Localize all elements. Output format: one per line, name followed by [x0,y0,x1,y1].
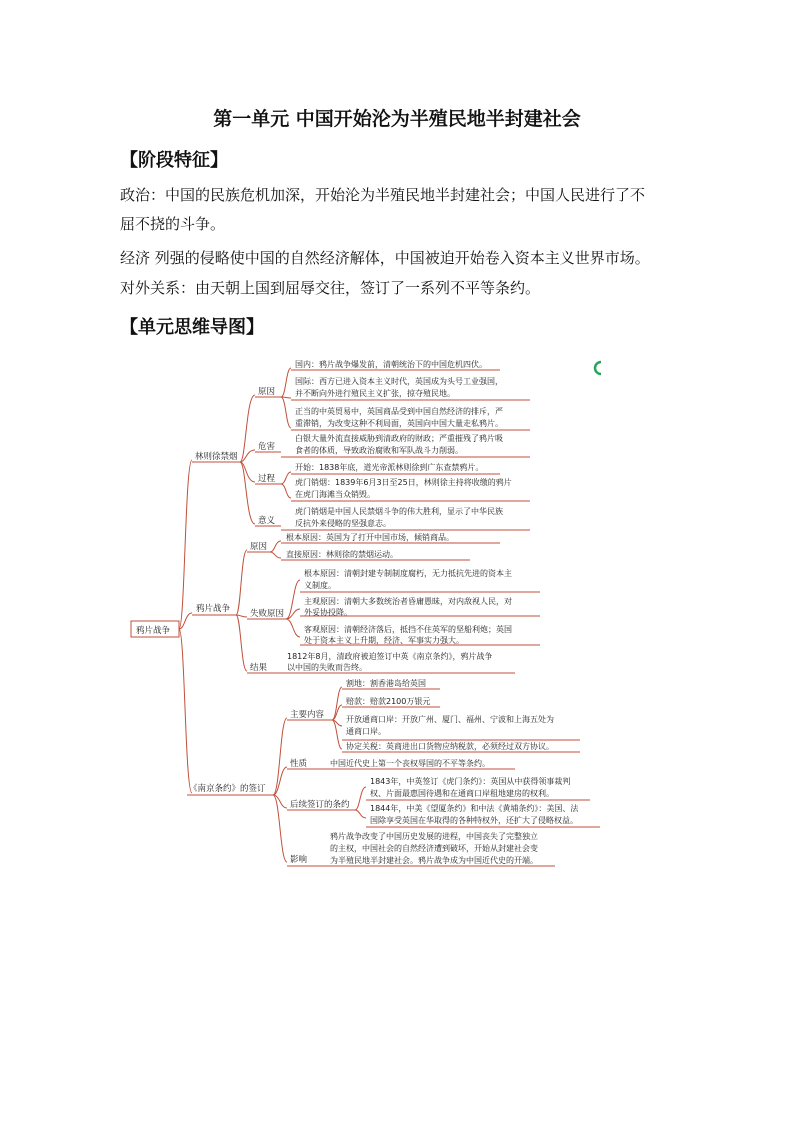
lin-harm-label: 危害 [258,442,276,452]
lin-cause-domestic: 国内：鸦片战争爆发前，清朝统治下的中国危机四伏。 [295,360,487,369]
decorative-dot-icon [595,362,601,374]
para-foreign-relations: 对外关系：由天朝上国到屈辱交往，签订了一系列不平等条约。 [120,279,541,297]
content-ports-1: 开放通商口岸：开放广州、厦门、福州、宁波和上海五处为 [346,715,554,724]
lin-cause-intl-2: 并不断向外进行殖民主义扩张，掠夺殖民地。 [295,389,455,398]
para-politics-line2: 屈不挠的斗争。 [120,215,226,233]
war-fail-label: 失败原因 [250,609,285,619]
branch-opium-war: 鸦片战争 [196,604,231,614]
lin-process-humen-2: 在虎门海滩当众销毁。 [295,490,375,499]
war-result-label: 结果 [250,663,268,673]
section-stage-features: 【阶段特征】 [120,150,228,171]
content-cede: 割地：割香港岛给英国 [346,679,426,688]
war-fail-root-1: 根本原因：清朝封建专制制度腐朽，无力抵抗先进的资本主 [304,569,512,578]
treaty-impact-label: 影响 [290,855,308,865]
para-economy: 经济 列强的侵略使中国的自然经济解体，中国被迫开始卷入资本主义世界市场。 [120,249,650,267]
lin-process-label: 过程 [258,474,276,484]
war-result-1: 1812年8月，清政府被迫签订中英《南京条约》，鸦片战争 [287,652,493,661]
lin-harm-1: 白银大量外流直接威胁到清政府的财政；严重摧残了鸦片吸 [295,434,503,443]
content-indemnity: 赔款：赔款2100万银元 [346,697,431,706]
lin-harm-2: 食者的体质，导致政治腐败和军队战斗力削弱。 [295,446,463,455]
war-cause-direct: 直接原因：林则徐的禁烟运动。 [286,550,398,559]
impact-1: 鸦片战争改变了中国历史发展的进程，中国丧失了完整独立 [330,832,538,841]
treaty-content-label: 主要内容 [290,710,325,720]
war-fail-subj-1: 主观原因：清朝大多数统治者昏庸愚昧，对内敌视人民，对 [304,597,512,606]
branch-nanjing-treaty: 《南京条约》的签订 [189,784,266,794]
war-fail-subj-2: 外妥协投降。 [304,608,352,617]
lin-process-start: 开始：1838年底，道光帝派林则徐到广东查禁鸦片。 [295,463,484,472]
content-tariff: 协定关税：英商进出口货物应纳税款，必须经过双方协议。 [346,742,554,751]
section-mindmap: 【单元思维导图】 [120,317,264,338]
follow-wangxia-1: 1844年，中美《望厦条约》和中法《黄埔条约》：美国、法 [370,804,579,813]
war-fail-obj-2: 处于资本主义上升期，经济、军事实力强大。 [304,636,464,645]
mindmap-root: 鸦片战争 [136,626,171,636]
lin-meaning-1: 虎门销烟是中国人民禁烟斗争的伟大胜利，显示了中华民族 [295,507,503,516]
impact-2: 的主权，中国社会的自然经济遭到破坏，开始从封建社会变 [330,844,538,853]
follow-humen-2: 权、片面最惠国待遇和在通商口岸租地建房的权利。 [370,789,554,798]
war-cause-label: 原因 [250,542,268,552]
war-fail-root-2: 义制度。 [304,581,336,590]
lin-cause-intl-1: 国际：西方已进入资本主义时代，英国成为头号工业强国， [295,377,503,386]
lin-process-humen-1: 虎门销烟：1839年6月3日至25日，林则徐主持将收缴的鸦片 [295,478,512,487]
war-fail-obj-1: 客观原因：清朝经济落后，抵挡不住英军的坚船利炮；英国 [304,625,512,634]
para-politics-line1: 政治：中国的民族危机加深，开始沦为半殖民地半封建社会；中国人民进行了不 [120,186,646,204]
lin-meaning-2: 反抗外来侵略的坚强意志。 [295,519,391,528]
treaty-follow-label: 后续签订的条约 [290,800,350,810]
war-cause-root: 根本原因：英国为了打开中国市场，倾销商品。 [286,533,454,542]
war-result-2: 以中国的失败而告终。 [287,663,367,672]
follow-wangxia-2: 国除享受英国在华取得的各种特权外，还扩大了侵略权益。 [370,816,578,825]
treaty-nature-label: 性质 [290,759,308,769]
lin-cause-label: 原因 [258,387,276,397]
branch-lin-zexu: 林则徐禁烟 [195,452,238,462]
impact-3: 为半殖民地半封建社会。鸦片战争成为中国近代史的开端。 [330,856,538,865]
lin-cause-trade-2: 重滞销，为改变这种不利局面，英国向中国大量走私鸦片。 [295,419,503,428]
lin-meaning-label: 意义 [258,516,276,526]
lin-cause-trade-1: 正当的中英贸易中，英国商品受到中国自然经济的排斥，严 [295,407,503,416]
page-title: 第一单元 中国开始沦为半殖民地半封建社会 [213,108,581,130]
treaty-nature-text: 中国近代史上第一个丧权辱国的不平等条约。 [330,759,490,768]
follow-humen-1: 1843年，中英签订《虎门条约》：英国从中获得领事裁判 [370,777,571,786]
content-ports-2: 通商口岸。 [346,727,386,736]
